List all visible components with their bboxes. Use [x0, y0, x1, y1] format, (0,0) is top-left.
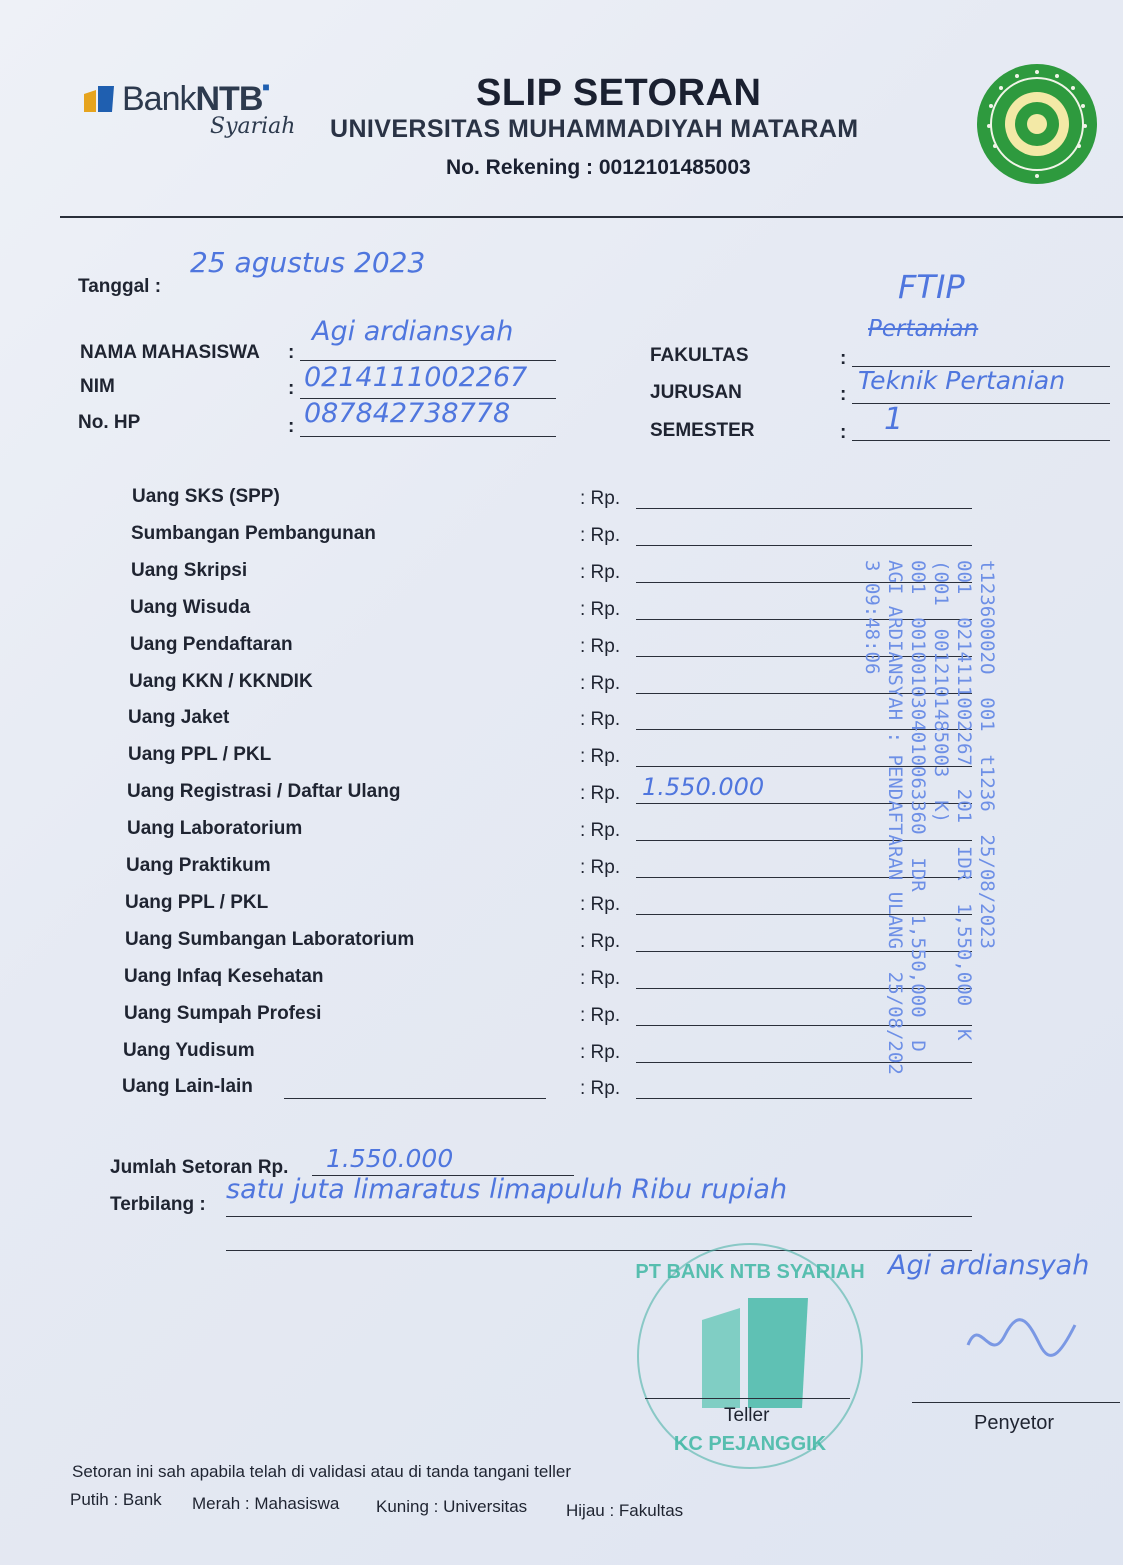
page-title: SLIP SETORAN: [476, 72, 762, 114]
fee-currency: : Rp.: [580, 709, 621, 730]
fee-label: Uang SKS (SPP): [132, 486, 280, 507]
phone-label: No. HP: [78, 412, 141, 433]
student-name-value: Agi ardiansyah: [312, 316, 514, 347]
depositor-name: Agi ardiansyah: [888, 1250, 1090, 1281]
faculty-struck-value: Pertanian: [868, 316, 979, 342]
total-value: 1.550.000: [326, 1144, 454, 1173]
copy-yellow: Kuning : Universitas: [376, 1497, 528, 1516]
account-number: No. Rekening : 0012101485003: [446, 156, 751, 179]
nim-value: 0214111002267: [304, 362, 528, 393]
fee-label: Uang Yudisum: [123, 1040, 255, 1061]
bank-name: BankNTB■: [122, 80, 269, 118]
fee-label: Uang PPL / PKL: [125, 892, 269, 913]
fee-currency: : Rp.: [580, 1078, 621, 1099]
fee-label: Sumbangan Pembangunan: [131, 523, 376, 544]
teller-sign-line: [645, 1398, 850, 1399]
semester-value: 1: [884, 402, 904, 437]
fee-label: Uang Sumpah Profesi: [124, 1003, 322, 1024]
fee-currency: : Rp.: [580, 894, 621, 915]
phone-value: 087842738778: [304, 398, 511, 429]
fee-label: Uang KKN / KKNDIK: [129, 671, 313, 692]
fee-currency: : Rp.: [580, 857, 621, 878]
fee-label: Uang Lain-lain: [122, 1076, 253, 1097]
teller-label: Teller: [724, 1405, 770, 1426]
depositor-label: Penyetor: [974, 1412, 1055, 1434]
copy-white: Putih : Bank: [70, 1490, 162, 1509]
fee-currency: : Rp.: [580, 1042, 621, 1063]
colon: :: [288, 342, 295, 363]
validity-note: Setoran ini sah apabila telah di validasi atau di tanda tangani teller: [72, 1462, 572, 1481]
phone-line: [300, 436, 556, 437]
fee-currency: : Rp.: [580, 931, 621, 952]
spelled-amount-line: [226, 1216, 972, 1217]
spelled-amount-value: satu juta limaratus limapuluh Ribu rupiah: [226, 1174, 788, 1205]
fee-label: Uang Sumbangan Laboratorium: [125, 929, 415, 950]
university-seal-icon: [975, 62, 1099, 186]
department-label: JURUSAN: [650, 382, 742, 403]
fee-amount-line: [636, 545, 972, 546]
copy-green: Hijau : Fakultas: [566, 1501, 684, 1520]
faculty-label: FAKULTAS: [650, 345, 749, 366]
other-fee-description-line: [284, 1098, 546, 1099]
faculty-value: FTIP: [898, 268, 965, 306]
fee-label: Uang Praktikum: [126, 855, 271, 876]
colon: :: [288, 378, 295, 399]
depositor-sign-line: [912, 1402, 1120, 1403]
fee-currency: : Rp.: [580, 599, 621, 620]
spelled-amount-label: Terbilang :: [110, 1194, 206, 1215]
fee-label: Uang Skripsi: [131, 560, 248, 581]
fee-label: Uang Infaq Kesehatan: [124, 966, 324, 987]
colon: :: [840, 384, 847, 405]
bank-subname: Syariah: [210, 114, 296, 139]
fee-currency: : Rp.: [580, 525, 621, 546]
department-value: Teknik Pertanian: [858, 366, 1066, 395]
semester-line: [852, 440, 1110, 441]
fee-currency: : Rp.: [580, 820, 621, 841]
fee-currency: : Rp.: [580, 636, 621, 657]
university-name: UNIVERSITAS MUHAMMADIYAH MATARAM: [330, 115, 859, 143]
depositor-signature: [960, 1305, 1080, 1375]
fee-label: Uang PPL / PKL: [128, 744, 272, 765]
bank-stamp-icon: [632, 1238, 868, 1474]
fee-label: Uang Wisuda: [130, 597, 251, 618]
header-divider: [60, 216, 1123, 218]
svg-text:PT BANK NTB SYARIAH: PT BANK NTB SYARIAH: [635, 1261, 865, 1283]
bank-logo-icon: [82, 86, 116, 112]
fee-currency: : Rp.: [580, 783, 621, 804]
fee-currency: : Rp.: [580, 746, 621, 767]
colon: :: [840, 348, 847, 369]
nim-label: NIM: [80, 376, 115, 397]
colon: :: [840, 422, 847, 443]
validation-print: t12360002O 001 t1236 25/08/2023 001 0214111002267 201 IDR 1,550,000 K (001 0012101485003 K) 001 0010010304010063360 IDR 1,550,000 D AGI ARDIANSYAH : PENDAFTARAN ULANG 25/08/202 3 09:48:06: [861, 560, 998, 1075]
svg-text:KC PEJANGGIK: KC PEJANGGIK: [673, 1433, 827, 1455]
fee-amount-line: [636, 1098, 972, 1099]
semester-label: SEMESTER: [650, 420, 755, 441]
fee-label: Uang Jaket: [128, 707, 230, 728]
fee-currency: : Rp.: [580, 968, 621, 989]
fee-amount-line: [636, 508, 972, 509]
fee-currency: : Rp.: [580, 673, 621, 694]
student-name-line: [300, 360, 556, 361]
fee-amount-value: 1.550.000: [642, 773, 765, 801]
fee-currency: : Rp.: [580, 488, 621, 509]
fee-label: Uang Pendaftaran: [130, 634, 293, 655]
total-label: Jumlah Setoran Rp.: [110, 1157, 289, 1178]
date-value: 25 agustus 2023: [190, 246, 426, 279]
fee-label: Uang Laboratorium: [127, 818, 303, 839]
fee-currency: : Rp.: [580, 1005, 621, 1026]
fee-currency: : Rp.: [580, 562, 621, 583]
copy-red: Merah : Mahasiswa: [192, 1494, 340, 1513]
fee-label: Uang Registrasi / Daftar Ulang: [127, 781, 401, 802]
colon: :: [288, 416, 295, 437]
date-label: Tanggal :: [78, 276, 162, 297]
student-name-label: NAMA MAHASISWA: [80, 342, 260, 363]
